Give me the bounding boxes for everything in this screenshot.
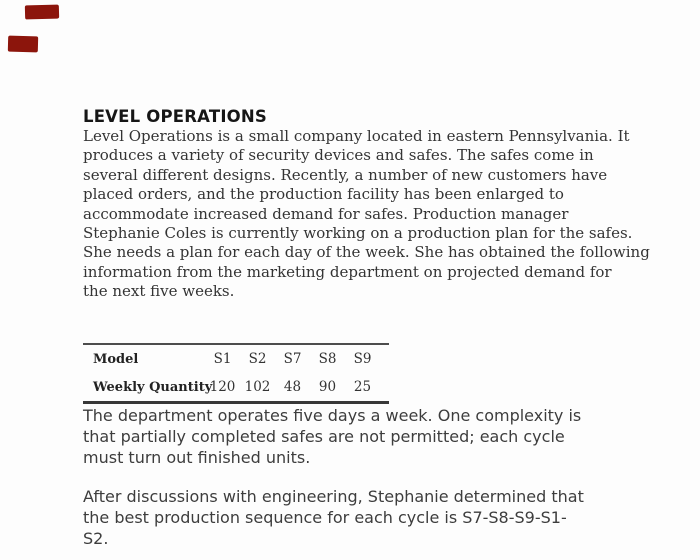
intro-paragraph <box>83 127 650 302</box>
table-cell: 25 <box>353 379 372 395</box>
operations-paragraph <box>83 405 581 468</box>
red-annotation-mark-top <box>25 5 59 20</box>
model-row-values <box>205 351 380 367</box>
table-row-weekly-quantity <box>83 373 389 401</box>
page-title: LEVEL OPERATIONS <box>83 107 267 126</box>
text-line: that partially completed safes are not permitted; each cycle <box>83 427 565 446</box>
table-cell: S9 <box>353 351 372 367</box>
sequence-paragraph <box>83 486 584 549</box>
table-row-model <box>83 345 389 373</box>
red-annotation-mark-bottom <box>8 36 38 53</box>
table-cell: 48 <box>283 379 302 395</box>
table-cell: S2 <box>248 351 267 367</box>
text-line: accommodate increased demand for safes. Production manager <box>83 204 569 223</box>
text-line: Level Operations is a small company located in eastern Pennsylvania. It <box>83 127 630 145</box>
quantity-row-label: Weekly Quantity <box>93 379 213 395</box>
text-line: S2. <box>83 529 109 548</box>
text-line: the best production sequence for each cycle is S7-S8-S9-S1- <box>83 508 567 527</box>
text-line: produces a variety of security devices and safes. The safes come in <box>83 146 594 165</box>
text-line: several different designs. Recently, a number of new customers have <box>83 165 608 184</box>
table-cell: S8 <box>318 351 337 367</box>
table-cell: 102 <box>244 379 271 395</box>
demand-table <box>83 343 389 404</box>
quantity-row-values <box>205 379 380 395</box>
table-cell: 120 <box>209 379 236 395</box>
text-line: After discussions with engineering, Stephanie determined that <box>83 487 584 506</box>
text-line: Stephanie Coles is currently working on a production plan for the safes. <box>83 224 633 243</box>
text-line: must turn out finished units. <box>83 448 311 467</box>
model-row-label: Model <box>93 351 139 367</box>
text-line: placed orders, and the production facility has been enlarged to <box>83 185 564 204</box>
text-line: She needs a plan for each day of the week. She has obtained the following <box>83 243 650 262</box>
table-cell: 90 <box>318 379 337 395</box>
text-line: the next five weeks. <box>83 282 235 301</box>
table-cell: S1 <box>213 351 232 367</box>
text-line: The department operates five days a week. One complexity is <box>83 406 582 425</box>
table-cell: S7 <box>283 351 302 367</box>
text-line: information from the marketing department on projected demand for <box>83 262 612 281</box>
